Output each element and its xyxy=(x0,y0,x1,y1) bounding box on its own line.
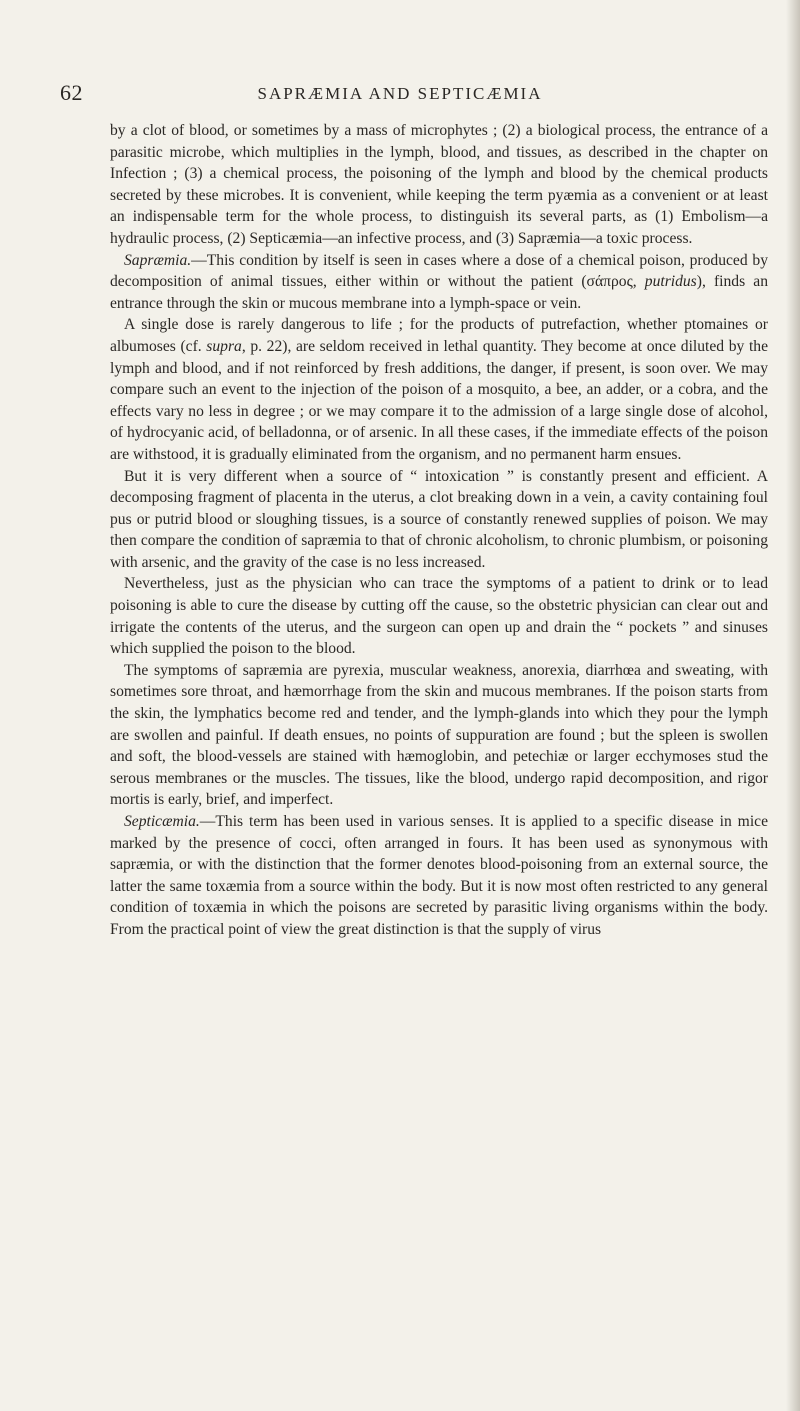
paragraph-embolism: by a clot of blood, or sometimes by a mass of microphytes ; (2) a biological process, the entrance of a parasitic microbe, which multiplies in the lymph, blood, and tissues, as described in the chapter on Infection ; (3) a chemical process, the poisoning of the lymph and blood by the chemical products secreted by these microbes. It is convenient, while keeping the term pyæmia as a convenient or at least an indispensable term for the whole process, to distinguish its several parts, as (1) Embolism—a hydraulic process, (2) Septicæmia—an infective process, and (3) Sapræmia—a toxic process. xyxy=(110,122,768,247)
latin-term: putridus xyxy=(644,273,697,291)
page-header xyxy=(60,80,740,110)
paragraph-single-dose xyxy=(110,314,768,465)
paragraph-text: , xyxy=(632,273,645,291)
page-number: 62 xyxy=(60,80,83,105)
paragraph-text: A single dose is rarely dangerous to life ; for the products of putrefaction, whether ptomaines or albumoses (cf. xyxy=(110,316,768,355)
paragraph-symptoms: The symptoms of sapræmia are pyrexia, muscular weakness, anorexia, diarrhœa and sweating, with sometimes sore throat, and hæmorrhage from the skin and mucous membranes. If the poison starts from the skin, the lymphatics become red and tender, and the lymph-glands into which they pour the lymph are swollen and painful. If death ensues, no points of suppuration are found ; but the spleen is swollen and soft, the blood-vessels are stained with hæmoglobin, and petechiæ or larger ecchymoses stud the serous membranes or the muscles. The tissues, like the blood, undergo rapid decomposition, and rigor mortis is early, brief, and imperfect. xyxy=(110,661,768,809)
running-title: SAPRÆMIA AND SEPTICÆMIA xyxy=(257,84,543,103)
paragraph-text: —This term has been used in various senses. It is applied to a specific disease in mice marked by the presence of cocci, often arranged in fours. It has been used as synonymous with sapræmia, or with the distinction that the former denotes blood-poisoning from an external source, the latter the same toxæmia from a source within the body. But it is now most often restricted to any general condition of toxæmia in which the poisons are secreted by parasitic living organisms within the body. From the practical point of view the great distinction is that the supply of virus xyxy=(110,813,768,938)
paragraph-text: —This condition by itself is seen in cases where a dose of a chemical poison, produced by decomposition of animal tissues, either within or without the patient ( xyxy=(110,251,768,291)
paragraph-intoxication: But it is very different when a source of “ intoxication ” is constantly present and efficient. A decomposing fragment of placenta in the uterus, a clot breaking down in a vein, a cavity containing foul pus or putrid blood or sloughing tissues, is a source of constantly renewed supplies of poison. We may then compare the condition of sapræmia to that of chronic alcoholism, to chronic plumbism, or poisoning with arsenic, and the gravity of the case is no less increased. xyxy=(110,467,768,571)
page-body xyxy=(110,120,768,941)
section-heading-septicaemia: Septicæmia. xyxy=(124,813,200,830)
paragraph-text: , p. 22), are seldom received in lethal quantity. They become at once diluted by the lymph and blood, and if not reinforced by fresh additions, the danger, if present, is soon over. We may compare such an event to the injection of the poison of a mosquito, a bee, an adder, or a cobra, and the effects vary no less in degree ; or we may compare it to the admission of a large single dose of alcohol, of hydrocyanic acid, of belladonna, or of arsenic. In all these cases, if the immediate effects of the poison are withstood, it is gradually eliminated from the organism, and no permanent harm ensues. xyxy=(110,337,768,463)
paragraph-sapraemia-definition xyxy=(110,250,768,315)
paragraph-treatment: Nevertheless, just as the physician who can trace the symptoms of a patient to drink or to lead poisoning is able to cure the disease by cutting off the cause, so the obstetric physician can clear out and irrigate the contents of the uterus, and the surgeon can open up and drain the “ pockets ” and sinuses which supplied the poison to the blood. xyxy=(110,575,768,658)
section-heading-sapraemia: Sapræmia. xyxy=(124,251,192,269)
greek-term: σάπρος xyxy=(586,273,633,291)
paragraph-text: ), finds an entrance through the skin or mucous membrane into a lymph-space or vein. xyxy=(110,273,768,312)
cross-reference: supra xyxy=(206,337,242,355)
paragraph-septicaemia xyxy=(110,811,768,941)
page-edge-shadow xyxy=(786,0,800,1411)
